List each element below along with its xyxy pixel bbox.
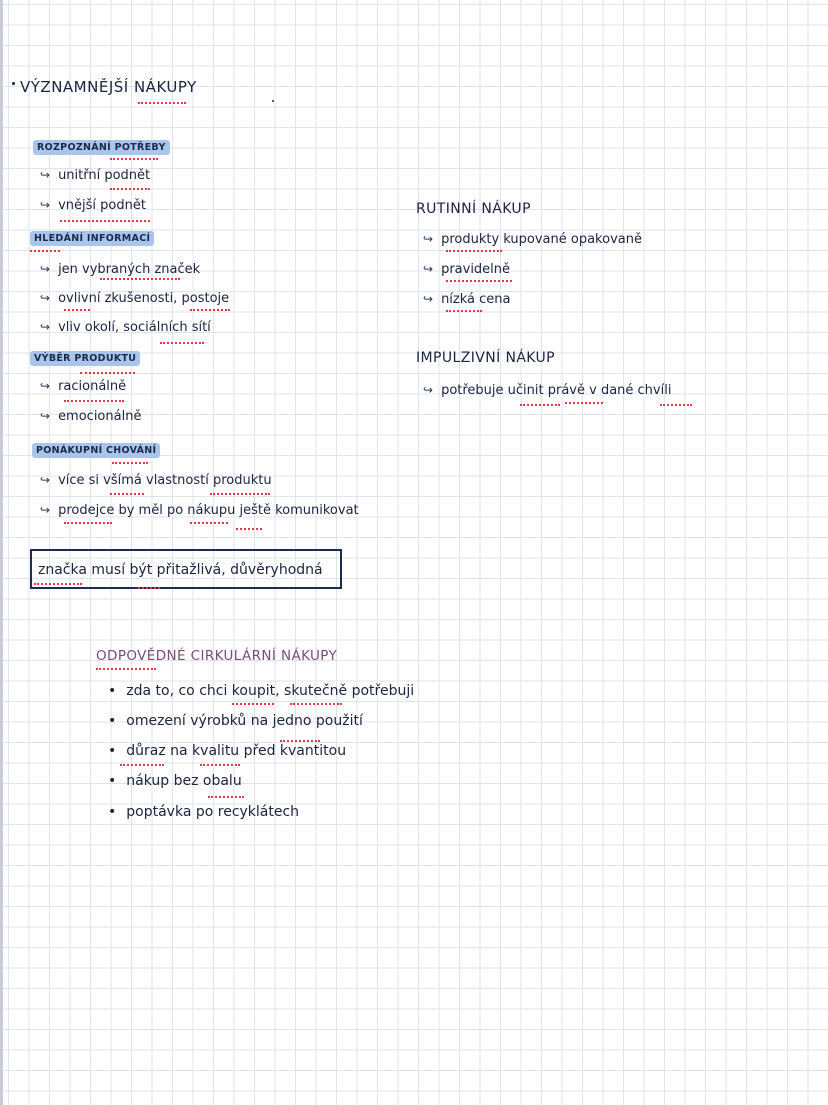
list-item: ↪ potřebuje učinit právě v dané chvíli xyxy=(423,383,672,398)
dotted-underline xyxy=(110,188,150,190)
section-heading-information: HLEDÁNÍ INFORMACÍ xyxy=(30,231,154,246)
dotted-underline xyxy=(200,764,240,766)
brand-note-box xyxy=(30,549,342,589)
list-item: ↪ nízká cena xyxy=(423,292,511,307)
hook-arrow-icon: ↪ xyxy=(40,379,51,393)
hook-arrow-icon: ↪ xyxy=(423,232,434,246)
dotted-underline xyxy=(660,404,692,406)
dotted-underline xyxy=(112,462,148,464)
list-item: • důraz na kvalitu před kvantitou xyxy=(108,743,347,759)
brand-note-text: značka musí být přitažlivá, důvěryhodná xyxy=(38,562,323,578)
list-item: ↪ unitřní podnět xyxy=(40,168,151,183)
dotted-underline xyxy=(120,764,164,766)
list-item: ↪ racionálně xyxy=(40,379,127,394)
stray-dot xyxy=(12,82,15,85)
hook-arrow-icon: ↪ xyxy=(40,320,51,334)
list-item: ↪ emocionálně xyxy=(40,409,142,424)
dotted-underline xyxy=(64,400,124,402)
dotted-underline xyxy=(64,522,112,524)
bullet-icon: • xyxy=(108,773,117,789)
hook-arrow-icon: ↪ xyxy=(40,198,51,212)
list-item: ↪ vliv okolí, sociálních sítí xyxy=(40,320,211,335)
dotted-underline xyxy=(290,703,342,705)
dotted-underline xyxy=(210,493,270,495)
hook-arrow-icon: ↪ xyxy=(423,292,434,306)
dotted-underline xyxy=(236,528,262,530)
dotted-underline xyxy=(280,740,320,742)
impulse-heading: IMPULZIVNÍ NÁKUP xyxy=(416,350,555,366)
list-item: ↪ vnější podnět xyxy=(40,198,146,213)
dotted-underline xyxy=(446,250,502,252)
dotted-underline xyxy=(190,522,228,524)
hook-arrow-icon: ↪ xyxy=(40,473,51,487)
dotted-underline xyxy=(160,342,204,344)
section-heading-post-purchase: PONÁKUPNÍ CHOVÁNÍ xyxy=(32,443,160,458)
hook-arrow-icon: ↪ xyxy=(40,262,51,276)
hook-arrow-icon: ↪ xyxy=(40,291,51,305)
dotted-underline xyxy=(60,220,150,222)
list-item: • poptávka po recyklátech xyxy=(108,804,300,820)
dotted-underline xyxy=(446,310,482,312)
circular-heading: ODPOVĚDNÉ CIRKULÁRNÍ NÁKUPY xyxy=(96,648,338,664)
dotted-underline xyxy=(100,278,180,280)
page-title: VÝZNAMNĚJŠÍ NÁKUPY xyxy=(20,80,197,95)
section-heading-recognition: ROZPOZNÁNÍ POTŘEBY xyxy=(33,140,170,155)
dotted-underline xyxy=(232,703,274,705)
routine-heading: RUTINNÍ NÁKUP xyxy=(416,201,531,217)
bullet-icon: • xyxy=(108,743,117,759)
dotted-underline xyxy=(190,309,230,311)
dotted-underline xyxy=(34,583,82,585)
dotted-underline xyxy=(96,668,156,670)
hook-arrow-icon: ↪ xyxy=(40,409,51,423)
hook-arrow-icon: ↪ xyxy=(423,262,434,276)
bullet-icon: • xyxy=(108,713,117,729)
list-item: ↪ pravidelně xyxy=(423,262,511,277)
dotted-underline xyxy=(446,280,512,282)
list-item: • nákup bez obalu xyxy=(108,773,242,789)
hook-arrow-icon: ↪ xyxy=(40,503,51,517)
dotted-underline xyxy=(30,250,60,252)
dotted-underline xyxy=(565,402,603,404)
list-item: ↪ jen vybraných značek xyxy=(40,262,201,277)
list-item: ↪ prodejce by měl po nákupu ještě komunikovat xyxy=(40,503,359,518)
dotted-underline xyxy=(64,309,90,311)
bullet-icon: • xyxy=(108,804,117,820)
list-item: ↪ více si všímá vlastností produktu xyxy=(40,473,272,488)
dotted-underline xyxy=(80,372,135,374)
section-heading-product-choice: VÝBĚR PRODUKTU xyxy=(30,351,140,366)
dotted-underline xyxy=(110,158,158,160)
hook-arrow-icon: ↪ xyxy=(40,168,51,182)
stray-dot xyxy=(272,100,274,102)
dotted-underline xyxy=(208,796,244,798)
dotted-underline xyxy=(138,587,160,589)
list-item: ↪ ovlivní zkušenosti, postoje xyxy=(40,291,230,306)
bullet-icon: • xyxy=(108,683,117,699)
hook-arrow-icon: ↪ xyxy=(423,383,434,397)
dotted-underline xyxy=(520,404,560,406)
list-item: • zda to, co chci koupit, skutečně potřebuji xyxy=(108,683,415,699)
list-item: ↪ produkty kupované opakovaně xyxy=(423,232,642,247)
dotted-underline xyxy=(110,493,144,495)
list-item: • omezení výrobků na jedno použití xyxy=(108,713,363,729)
